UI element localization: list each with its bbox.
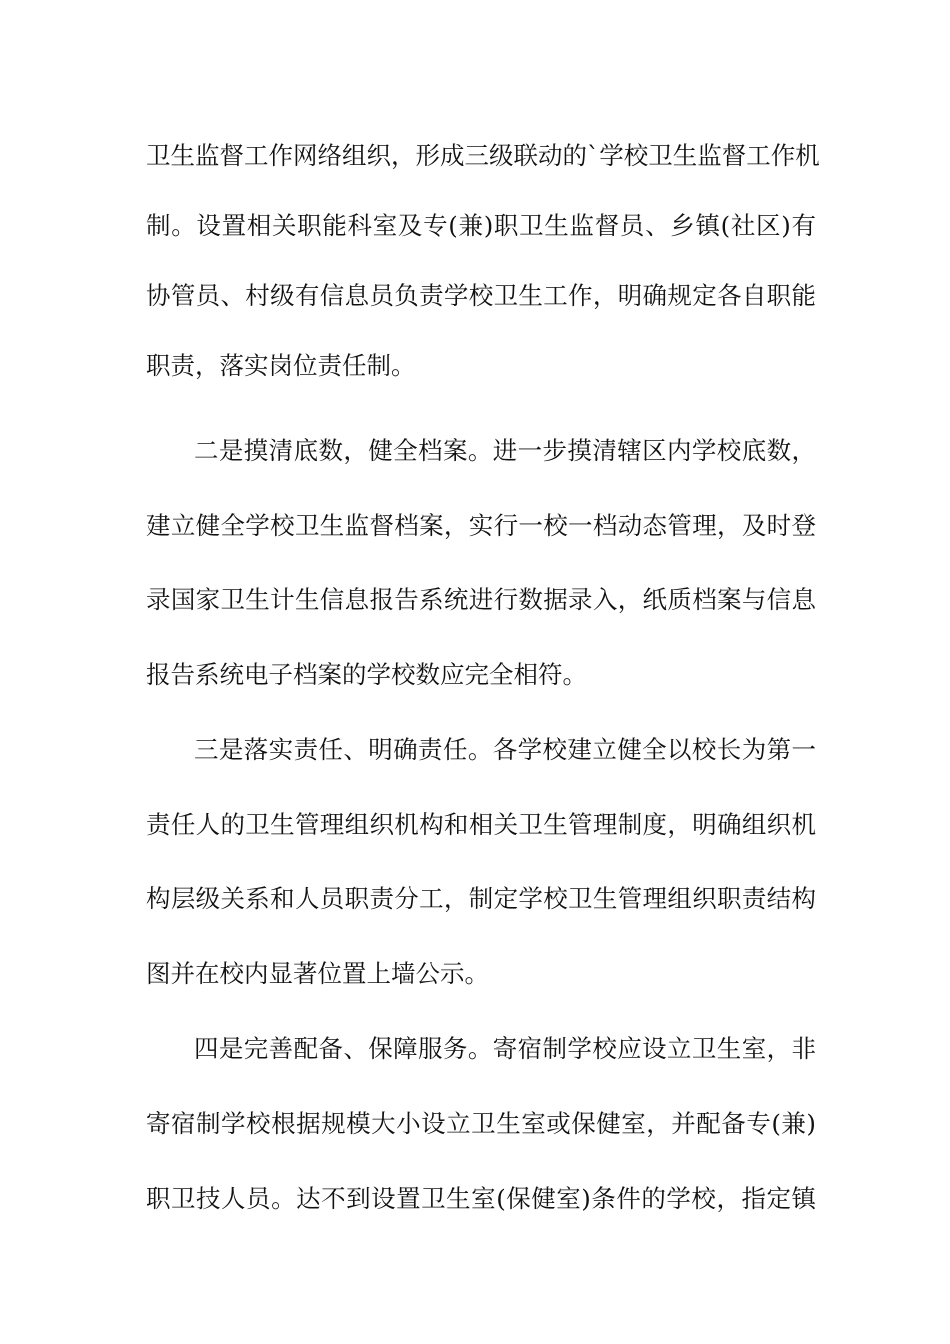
- text-line: 报告系统电子档案的学校数应完全相符。: [146, 660, 587, 689]
- text-line: 职卫技人员。达不到设置卫生室(保健室)条件的学校，指定镇: [146, 1184, 816, 1213]
- text-line: 制。设置相关职能科室及专(兼)职卫生监督员、乡镇(社区)有: [146, 211, 816, 240]
- text-line: 构层级关系和人员职责分工，制定学校卫生管理组织职责结构: [146, 884, 816, 913]
- text-line: 协管员、村级有信息员负责学校卫生工作，明确规定各自职能: [146, 281, 816, 310]
- text-line: 寄宿制学校根据规模大小设立卫生室或保健室，并配备专(兼): [146, 1109, 816, 1138]
- text-line: 图并在校内显著位置上墙公示。: [146, 959, 489, 988]
- text-line: 卫生监督工作网络组织，形成三级联动的`学校卫生监督工作机: [146, 141, 820, 170]
- text-line: 建立健全学校卫生监督档案，实行一校一档动态管理，及时登: [146, 511, 816, 540]
- text-line: 职责，落实岗位责任制。: [146, 351, 416, 380]
- paragraph-first-line: 三是落实责任、明确责任。各学校建立健全以校长为第一: [194, 735, 816, 764]
- text-line: 录国家卫生计生信息报告系统进行数据录入，纸质档案与信息: [146, 585, 816, 614]
- paragraph-first-line: 二是摸清底数，健全档案。进一步摸清辖区内学校底数，: [194, 436, 816, 465]
- text-line: 责任人的卫生管理组织机构和相关卫生管理制度，明确组织机: [146, 810, 816, 839]
- paragraph-first-line: 四是完善配备、保障服务。寄宿制学校应设立卫生室，非: [194, 1034, 816, 1063]
